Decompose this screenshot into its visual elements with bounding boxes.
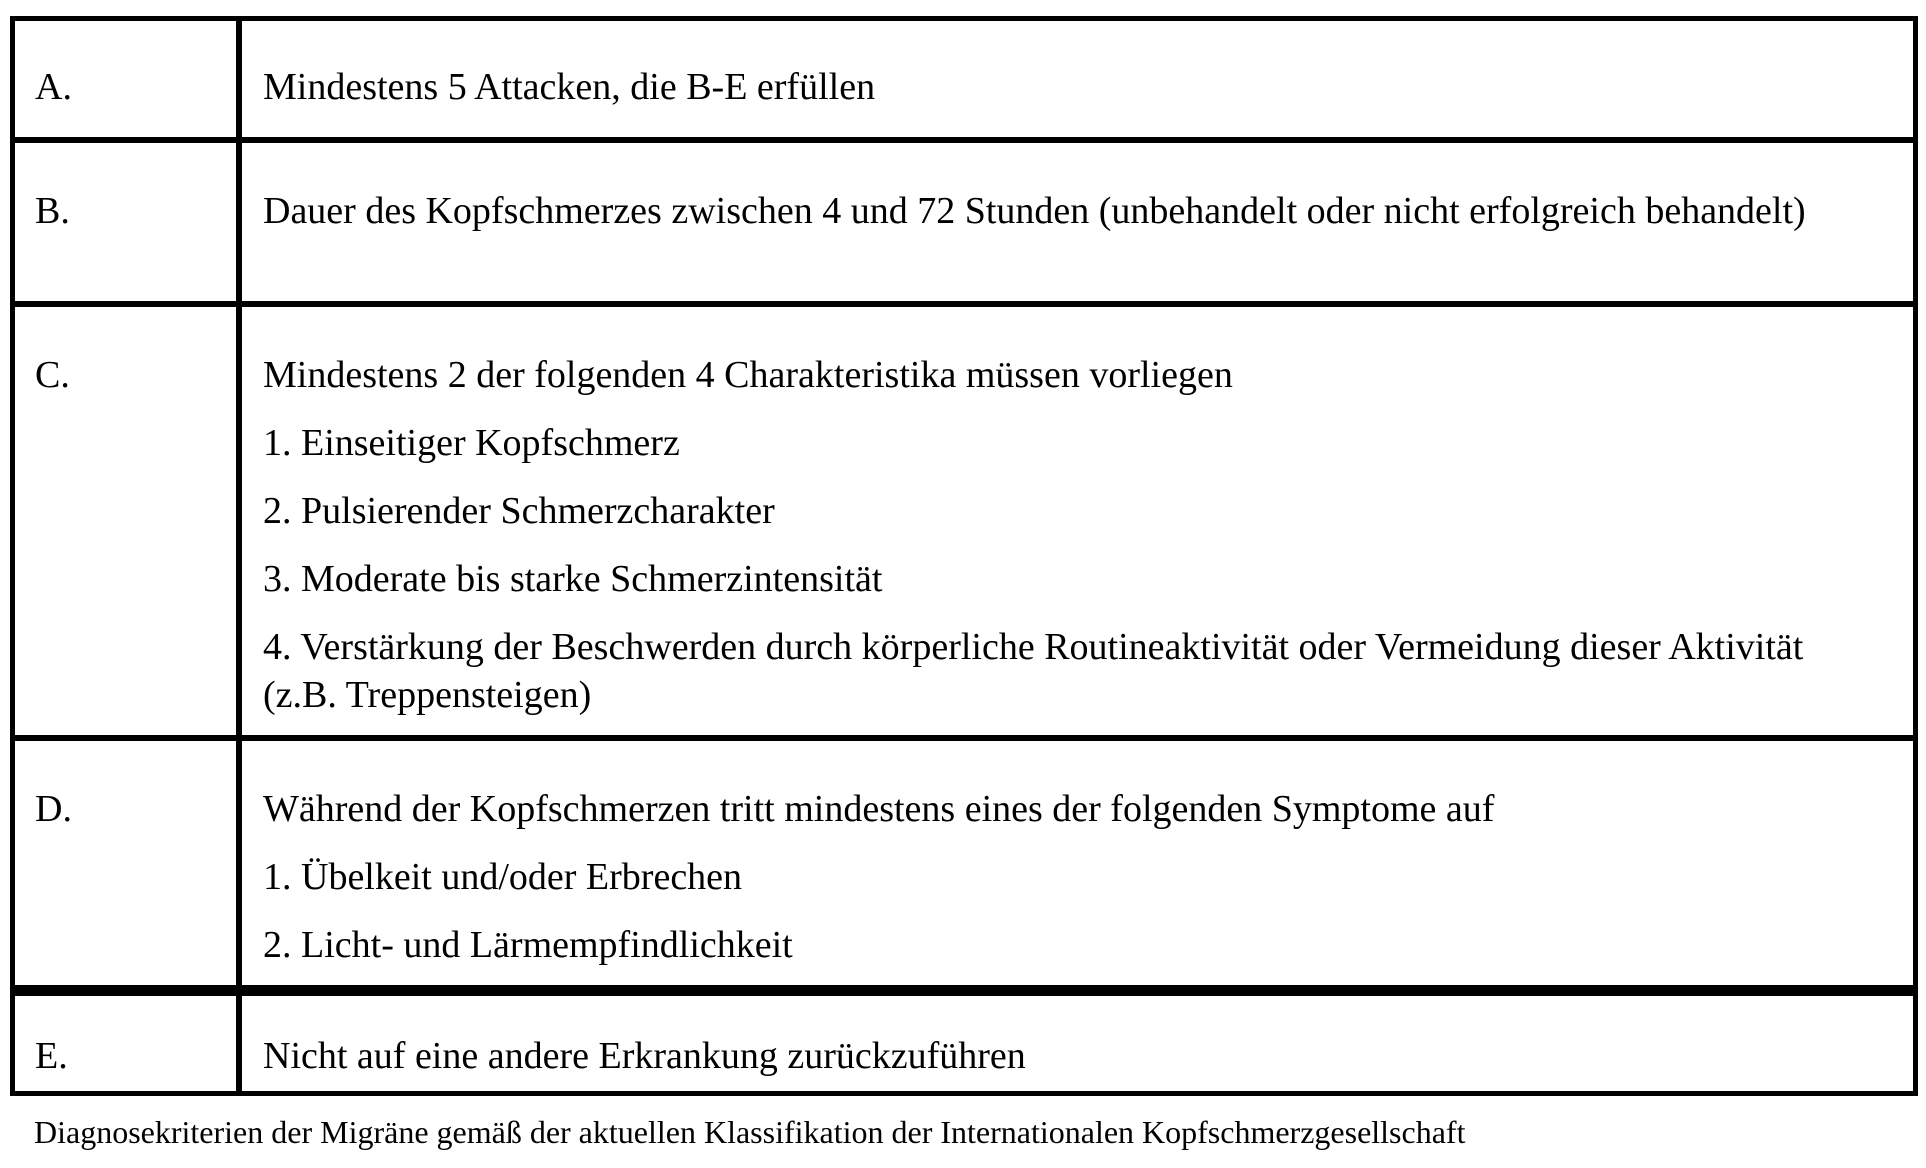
criteria-label: D. [15, 741, 242, 985]
criteria-content [242, 996, 1913, 1091]
criteria-row-a [15, 21, 1913, 137]
criteria-row-e [15, 985, 1913, 1091]
criteria-list-item: 4. Verstärkung der Beschwerden durch körperliche Routineaktivität oder Vermeidung dieser Aktivität (z.B. Treppensteigen) [263, 626, 1804, 716]
criteria-label: A. [15, 21, 242, 137]
criteria-text: Nicht auf eine andere Erkrankung zurückzuführen [263, 1035, 1026, 1077]
criteria-list-item: 1. Übelkeit und/oder Erbrechen [263, 856, 743, 898]
criteria-content [242, 143, 1913, 301]
criteria-row-b [15, 137, 1913, 301]
criteria-label: B. [15, 143, 242, 301]
criteria-content [242, 307, 1913, 735]
criteria-list-item: 2. Licht- und Lärmempfindlichkeit [263, 924, 793, 966]
criteria-table [10, 16, 1918, 1096]
criteria-content [242, 21, 1913, 137]
criteria-list-item: 3. Moderate bis starke Schmerzintensität [263, 558, 883, 600]
criteria-row-c [15, 301, 1913, 735]
criteria-list-item: 2. Pulsierender Schmerzcharakter [263, 490, 775, 532]
criteria-label: E. [15, 996, 242, 1091]
criteria-text: Während der Kopfschmerzen tritt mindestens eines der folgenden Symptome auf [263, 788, 1495, 830]
criteria-row-d [15, 735, 1913, 985]
table-caption: Diagnosekriterien der Migräne gemäß der aktuellen Klassifikation der Internationalen Kopfschmerzgesellschaft [34, 1114, 1466, 1150]
criteria-text: Dauer des Kopfschmerzes zwischen 4 und 72 Stunden (unbehandelt oder nicht erfolgreich behandelt) [263, 190, 1806, 232]
criteria-text: Mindestens 5 Attacken, die B-E erfüllen [263, 66, 876, 108]
criteria-content [242, 741, 1913, 985]
criteria-text: Mindestens 2 der folgenden 4 Charakteristika müssen vorliegen [263, 354, 1233, 396]
criteria-label: C. [15, 307, 242, 735]
criteria-list-item: 1. Einseitiger Kopfschmerz [263, 422, 680, 464]
